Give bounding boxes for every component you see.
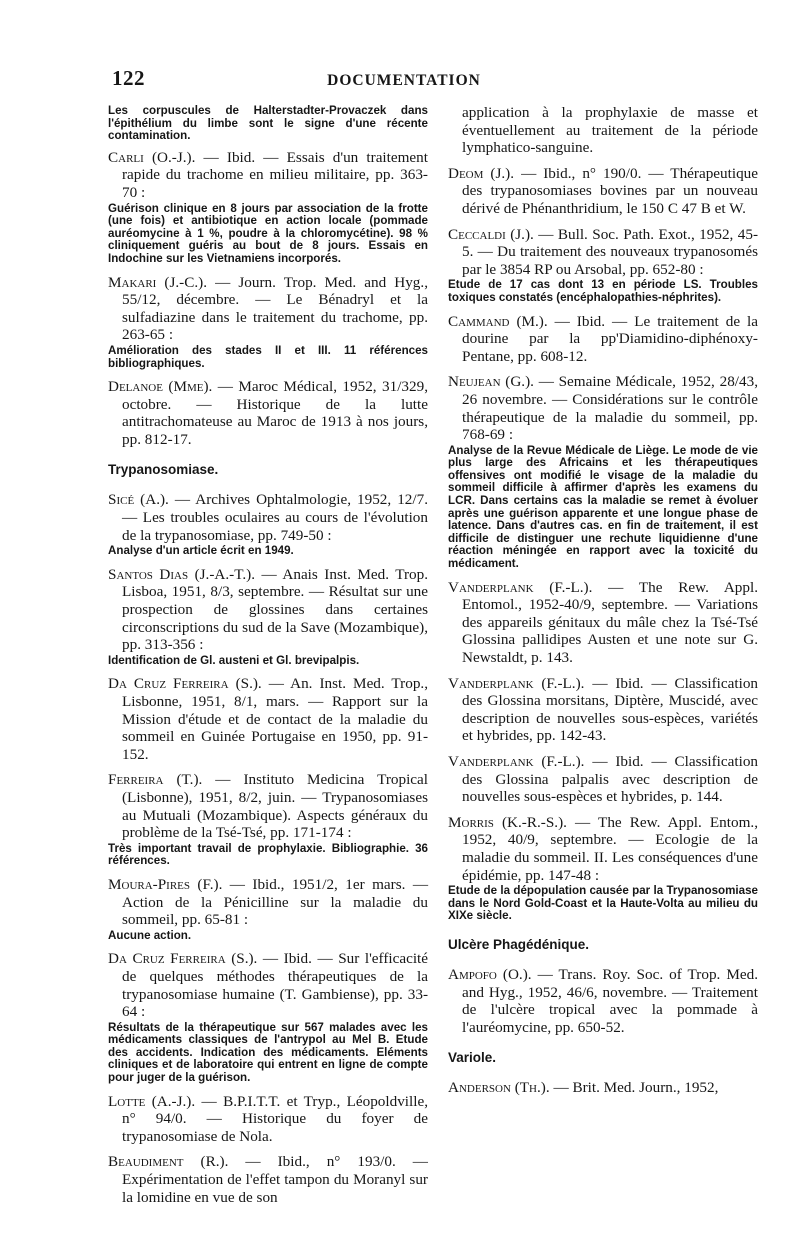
entry-citation: [448, 373, 758, 443]
entry-citation: [108, 876, 428, 929]
entry-citation: [448, 579, 758, 667]
entry-text: — Ibid. — Sur l'efficacité de quelques méthodes thérapeutiques de la trypanosomiase humaine (T. Gambiense), pp. 33-64 :: [122, 950, 429, 1021]
entry-citation: [108, 378, 428, 448]
entry-text: — Anais Inst. Med. Trop. Lisboa, 1951, 8/3, septembre. — Résultat sur une prospection de glossines dans certaines circonscriptions du sud de la Save (Mozambique), pp. 313-356 :: [122, 565, 429, 654]
section-title-trypanosomiase: Trypanosomiase.: [108, 462, 219, 478]
entry-citation: [448, 675, 758, 745]
entry-text: — Ibid. — Essais d'un traitement rapide du trachome en milieu militaire, pp. 363-70 :: [122, 148, 428, 201]
entry-citation: [448, 165, 758, 218]
entry-author: Makari (J.-C.).: [108, 273, 208, 291]
bibliography-entry: [108, 771, 428, 868]
section-title-ulcere: Ulcère Phagédénique.: [448, 936, 590, 952]
bibliography-entry: [448, 753, 758, 806]
entry-citation: [108, 1153, 428, 1206]
right-entries-b: [448, 966, 758, 1036]
entry-author: Sicé (A.).: [108, 491, 169, 509]
entry-author: Vanderplank (F.-L.).: [448, 674, 585, 692]
entry-citation: [108, 1093, 428, 1146]
bibliography-entry: [108, 950, 428, 1084]
bibliography-entry: [448, 373, 758, 570]
entry-text: — Trans. Roy. Soc. of Trop. Med. and Hyg., 1952, 46/6, novembre. — Traitement de l'ulcère tropical avec la pommade à l'auréomycine, pp. 650-52.: [462, 965, 758, 1036]
entry-citation: [108, 566, 428, 654]
bibliography-entry: [108, 491, 428, 557]
right-entries-a: [448, 165, 758, 923]
entry-note: Très important travail de prophylaxie. Bibliographie. 36 références.: [108, 841, 428, 868]
entry-citation: [108, 149, 428, 202]
left-entries-b: [108, 491, 428, 1206]
entry-author: Morris (K.-R.-S.).: [448, 813, 567, 831]
entry-author: Vanderplank (F.-L.).: [448, 752, 585, 770]
page-number: 122: [112, 66, 145, 90]
bibliography-entry: [448, 226, 758, 305]
entry-note: Aucune action.: [108, 928, 192, 942]
entry-author: Vanderplank (F.-L.).: [448, 578, 593, 596]
entry-text: — The Rew. Appl. Entomol., 1952-40/9, septembre. — Variations des appareils génitaux du mâle chez la Tsé-Tsé Glossina pallidipes Austen et une note sur G. Newstaldt, p. 143.: [462, 578, 758, 666]
entry-text: — Ibid., n° 190/0. — Thérapeutique des trypanosomiases bovines par un nouveau dérivé de Phénanthridium, le 150 C 47 B et W.: [462, 164, 759, 217]
bibliography-entry: [448, 313, 758, 366]
entry-citation: [448, 313, 758, 366]
entry-note: Analyse d'un article écrit en 1949.: [108, 544, 294, 558]
entry-note: Résultats de la thérapeutique sur 567 malades avec les médicaments classiques de l'antrypol au Mel B. Etude des accidents. Indication des médicaments. Eléments cliniques et de laboratoire qui entrent en ligne de compte pour juger de la guérison.: [108, 1020, 428, 1085]
continuation-text: application à la prophylaxie de masse et éventuellement au traitement de la période lymphatico-sanguine.: [462, 104, 758, 157]
entry-citation: [448, 966, 758, 1036]
entry-citation: [108, 274, 428, 344]
bibliography-entry: [108, 149, 428, 266]
entry-citation: [448, 1079, 758, 1097]
entry-text: — An. Inst. Med. Trop., Lisbonne, 1951, 8/1, mars. — Rapport sur la Mission d'étude et de contact de la maladie du sommeil en Guinée Portugaise en 1950, pp. 91-152.: [122, 675, 429, 763]
bibliography-entry: [448, 966, 758, 1036]
entry-note: Etude de la dépopulation causée par la Trypanosomiase dans le Nord Gold-Coast et la Haute-Volta au milieu du XIXe siècle.: [448, 884, 758, 923]
bibliography-entry: [448, 165, 758, 218]
entry-text: — B.P.I.T.T. et Tryp., Léopoldville, n° 94/0. — Historique du foyer de trypanosomiase de Nola.: [122, 1092, 429, 1145]
entry-text: — Ibid., 1951/2, 1er mars. — Action de la Pénicilline sur la maladie du sommeil, pp. 65-81 :: [122, 875, 429, 929]
entry-citation: [448, 814, 758, 884]
entry-text: — Archives Ophtalmologie, 1952, 12/7. — Les troubles oculaires au cours de l'évolution de la trypanosomiase, pp. 749-50 :: [122, 491, 428, 544]
bibliography-entry: [108, 274, 428, 371]
entry-author: Ferreira (T.).: [108, 771, 203, 789]
left-column: [108, 104, 428, 1214]
entry-text: — Ibid. — Classification des Glossina palpalis avec description de nouvelles sous-espèces et hybrides, p. 144.: [462, 752, 759, 806]
bibliography-entry: [108, 378, 428, 448]
right-entries-c: [448, 1079, 758, 1097]
entry-citation: [448, 226, 758, 279]
lead-note: Les corpuscules de Halterstadter-Provaczek dans l'épithélium du limbe sont le signe d'une récente contamination.: [108, 104, 428, 143]
entry-author: Lotte (A.-J.).: [108, 1092, 196, 1110]
entry-author: Ampofo (O.).: [448, 965, 532, 983]
bibliography-entry: [108, 1093, 428, 1146]
entry-text: — Bull. Soc. Path. Exot., 1952, 45-5. — Du traitement des nouveaux trypanosomés par le 3854 RP ou Arsobal, pp. 652-80 :: [462, 225, 759, 278]
right-column: [448, 104, 758, 1105]
entry-text: — Semaine Médicale, 1952, 28/43, 26 novembre. — Considérations sur le contrôle thérapeutique de la maladie du sommeil, pp. 768-69 :: [462, 373, 758, 444]
entry-text: — Journ. Trop. Med. and Hyg., 55/12, décembre. — Le Bénadryl et la sulfadiazine dans le traitement du trachome, pp. 263-65 :: [122, 273, 428, 344]
entry-text: — Instituto Medicina Tropical (Lisbonne), 1951, 8/2, juin. — Trypanosomiases au Mutuali (Mozambique). Aspects généraux du problème de la Tsé-Tsé, pp. 171-174 :: [122, 771, 428, 842]
entry-text: — Ibid. — Le traitement de la dourine par la pp'Diamidino-diphénoxy-Pentane, pp. 608-12.: [462, 312, 759, 365]
entry-note: Analyse de la Revue Médicale de Liège. Le mode de vie plus large des Africains et les thérapeutiques offensives ont modifié le visage de la maladie du sommeil difficile à affirmer d'après les examens du LCR. Dans certains cas la maladie se remet à évoluer après une guérison apparente et une longue phase de latence. Dans d'autres cas. en fin de traitement, il est difficile de distinguer une rechute liquidienne d'une réaction méningée en rapport avec la toxicité du médicament.: [448, 443, 758, 571]
bibliography-entry: [448, 1079, 758, 1097]
entry-text: — Ibid., n° 193/0. — Expérimentation de l'effet tampon du Moranyl sur la lomidine en vue de son: [122, 1153, 428, 1206]
entry-author: Ceccaldi (J.).: [448, 225, 534, 243]
entry-note: Amélioration des stades II et III. 11 références bibliographiques.: [108, 343, 428, 370]
entry-citation: [108, 771, 428, 841]
entry-note: Etude de 17 cas dont 13 en période LS. Troubles toxiques constatés (encéphalopathies-néphrites).: [448, 278, 758, 304]
bibliography-entry: [108, 876, 428, 942]
entry-author: Da Cruz Ferreira (S.).: [108, 950, 258, 968]
entry-author: Da Cruz Ferreira (S.).: [108, 675, 262, 693]
entry-text: — The Rew. Appl. Entom., 1952, 40/9, septembre. — Ecologie de la maladie du sommeil. II. Les conséquences d'une épidémie, pp. 147-48 :: [462, 813, 758, 884]
entry-author: Anderson (Th.).: [448, 1079, 550, 1097]
entry-text: — Brit. Med. Journ., 1952,: [553, 1079, 719, 1097]
entry-author: Deom (J.).: [448, 164, 515, 182]
entry-citation: [108, 675, 428, 763]
bibliography-entry: [108, 566, 428, 668]
entry-text: — Maroc Médical, 1952, 31/329, octobre. — Historique de la lutte antitrachomateuse au Maroc de 1913 à nos jours, pp. 812-17.: [122, 378, 429, 448]
bibliography-entry: [448, 579, 758, 667]
entry-citation: [108, 950, 428, 1020]
left-entries-a: [108, 149, 428, 449]
entry-author: Santos Dias (J.-A.-T.).: [108, 565, 256, 583]
running-head: DOCUMENTATION: [327, 72, 481, 89]
entry-author: Beaudiment (R.).: [108, 1153, 229, 1171]
entry-author: Moura-Pires (F.).: [108, 875, 223, 893]
entry-author: Carli (O.-J.).: [108, 148, 196, 166]
entry-citation: [108, 491, 428, 544]
entry-note: Identification de Gl. austeni et Gl. brevipalpis.: [108, 653, 360, 667]
entry-author: Delanoe (Mme).: [108, 378, 213, 396]
bibliography-entry: [448, 675, 758, 745]
bibliography-entry: [108, 1153, 428, 1206]
entry-citation: [448, 753, 758, 806]
section-title-variole: Variole.: [448, 1050, 497, 1066]
bibliography-entry: [448, 814, 758, 923]
entry-note: Guérison clinique en 8 jours par association de la frotte (une fois) et antibiotique en action locale (pommade auréomycine à 1 %, poudre à la chloromycétine). 98 % cliniquement guéris au bout de 8 jours. Essais en Indochine sur les Vietnamiens incorporés.: [108, 201, 428, 265]
bibliography-entry: [108, 675, 428, 763]
entry-author: Cammand (M.).: [448, 312, 548, 330]
entry-author: Neujean (G.).: [448, 373, 534, 391]
entry-text: — Ibid. — Classification des Glossina morsitans, Diptère, Muscidé, avec description de nouvelles sous-espèces, variétés et hybrides, pp. 142-43.: [462, 674, 759, 745]
